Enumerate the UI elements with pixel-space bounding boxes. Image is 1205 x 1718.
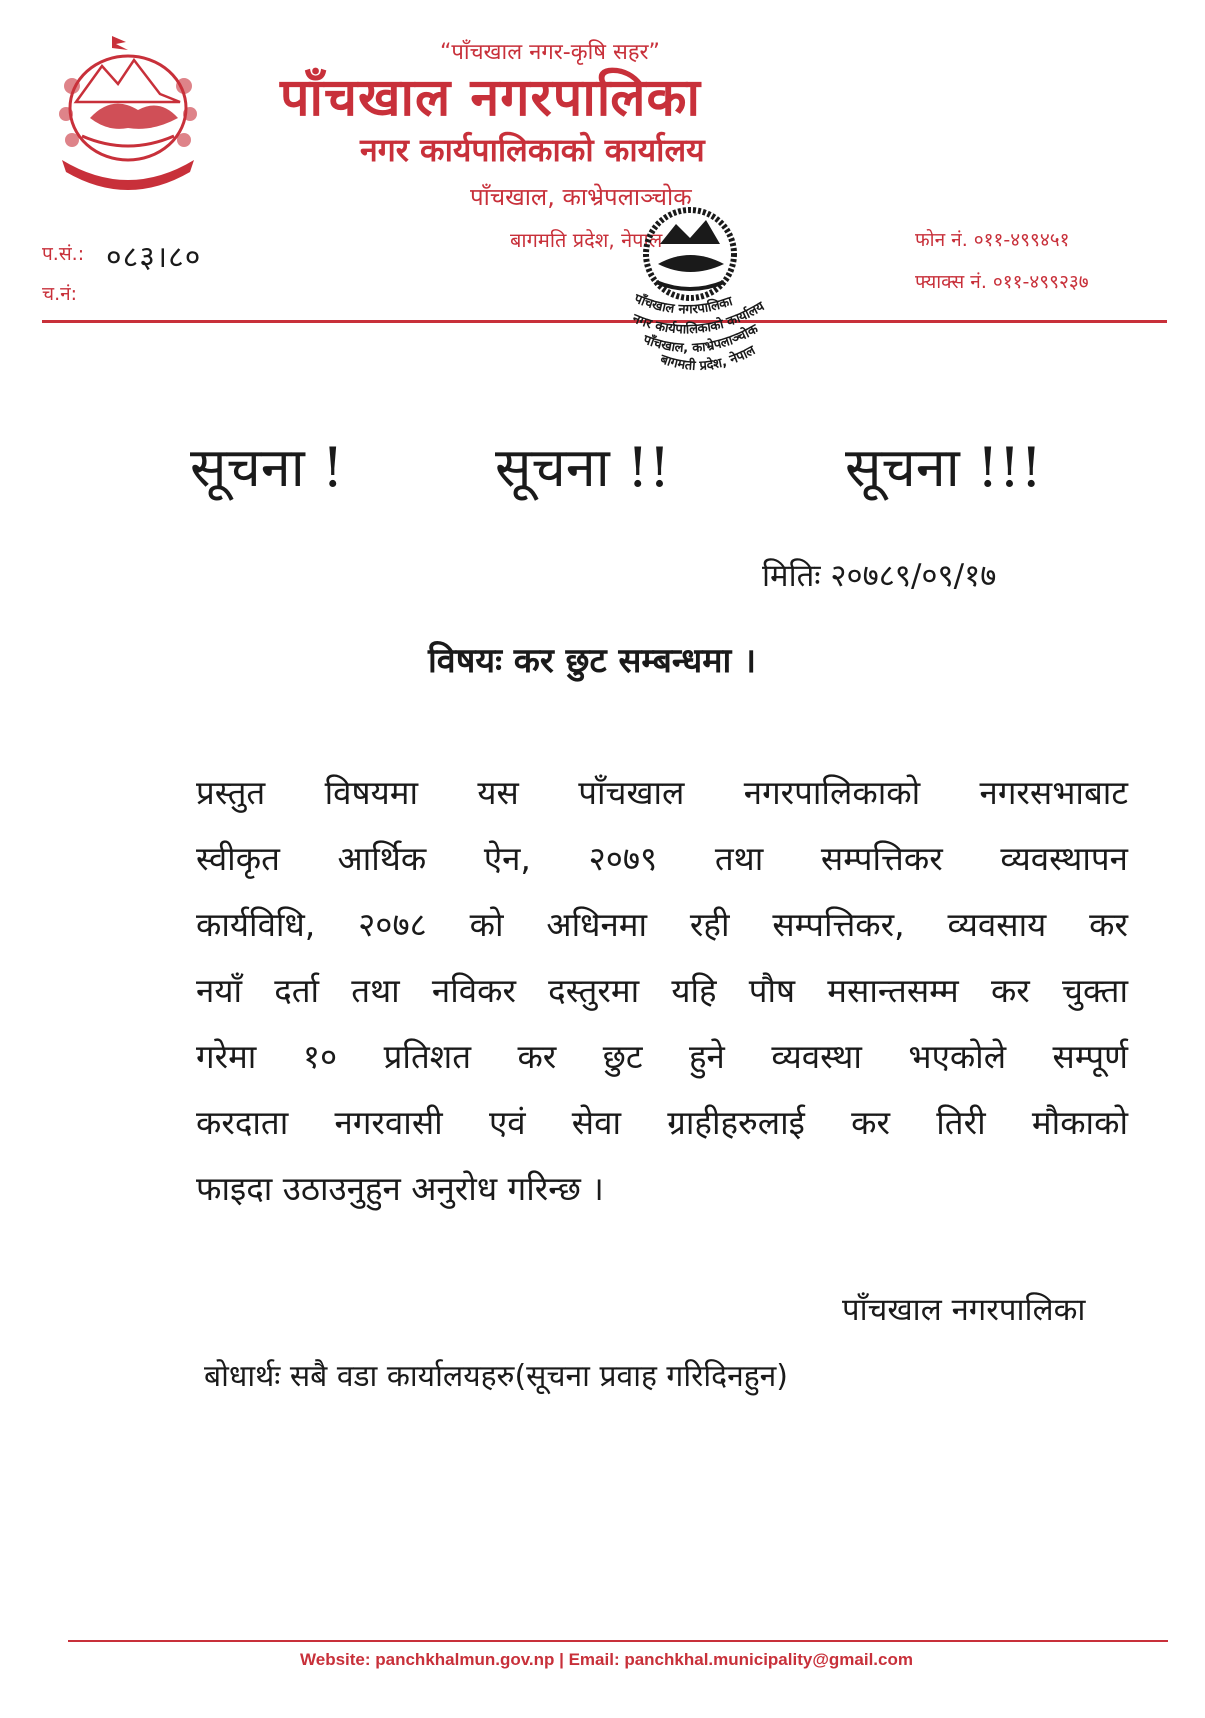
cc-line: बोधार्थः सबै वडा कार्यालयहरु(सूचना प्रवाह गरिदिनहुन) <box>204 1359 788 1394</box>
notice-heading-2: सूचना !! <box>495 436 671 499</box>
tagline: “पाँचखाल नगर-कृषि सहर” <box>440 40 660 65</box>
address-line-1: पाँचखाल, काभ्रेपलाञ्चोक <box>470 183 692 211</box>
body-line: कार्यविधि, २०७८ को अधिनमा रही सम्पत्तिकर, व्यवसाय कर <box>196 905 1128 944</box>
notice-heading-3: सूचना !!! <box>845 436 1043 499</box>
body-line: नयाँ दर्ता तथा नविकर दस्तुरमा यहि पौष मसान्तसम्म कर चुक्ता <box>196 971 1128 1010</box>
emblem-caption: जननी जन्मभूमिश्च स्वर्गादपि गरीयसी <box>79 155 183 179</box>
footer-contact: Website: panchkhalmun.gov.np | Email: panchkhal.municipality@gmail.com <box>300 1650 913 1669</box>
reference-number: ०८३।८० <box>106 240 202 275</box>
body-line: फाइदा उठाउनुहुन अनुरोध गरिन्छ । <box>196 1169 604 1208</box>
signatory: पाँचखाल नगरपालिका <box>842 1292 1086 1328</box>
notice-subject: विषयः कर छुट सम्बन्धमा । <box>428 641 757 681</box>
header-divider <box>42 320 1167 323</box>
stamp-line-3: पाँचखाल, काभ्रेपलाञ्चोक <box>641 321 761 357</box>
fax-number: फ्याक्स नं. ०११-४९९२३७ <box>915 271 1089 293</box>
body-line: स्वीकृत आर्थिक ऐन, २०७९ तथा सम्पत्तिकर व्यवस्थापन <box>196 839 1128 878</box>
notice-body <box>196 760 1128 1222</box>
phone-number: फोन नं. ०११-४९९४५१ <box>915 229 1070 251</box>
stamp-line-2: नगर कार्यपालिकाको कार्यालय <box>630 299 768 338</box>
notice-date: मितिः २०७८९/०९/१७ <box>762 558 997 594</box>
notice-heading-1: सूचना ! <box>190 436 344 499</box>
reference-label: प.सं.: <box>42 243 85 265</box>
footer-divider <box>68 1640 1168 1642</box>
svg-text:पाँचखाल नगरपालिका <box>631 290 735 317</box>
office-seal-icon <box>620 200 810 405</box>
dispatch-label: च.नं: <box>42 283 78 305</box>
nepal-emblem-icon <box>42 32 214 192</box>
address-line-2: बागमति प्रदेश, नेपाल <box>510 228 663 252</box>
org-name: पाँचखाल नगरपालिका <box>280 68 701 128</box>
stamp-line-1: पाँचखाल नगरपालिका <box>632 291 735 318</box>
body-line: गरेमा १० प्रतिशत कर छुट हुने व्यवस्था भएकोले सम्पूर्ण <box>196 1037 1128 1076</box>
body-line: प्रस्तुत विषयमा यस पाँचखाल नगरपालिकाको नगरसभाबाट <box>196 773 1128 812</box>
stamp-line-4: बागमती प्रदेश, नेपाल <box>658 343 758 374</box>
office-name: नगर कार्यपालिकाको कार्यालय <box>360 131 705 169</box>
body-line: करदाता नगरवासी एवं सेवा ग्राहीहरुलाई कर तिरी मौकाको <box>196 1103 1128 1142</box>
